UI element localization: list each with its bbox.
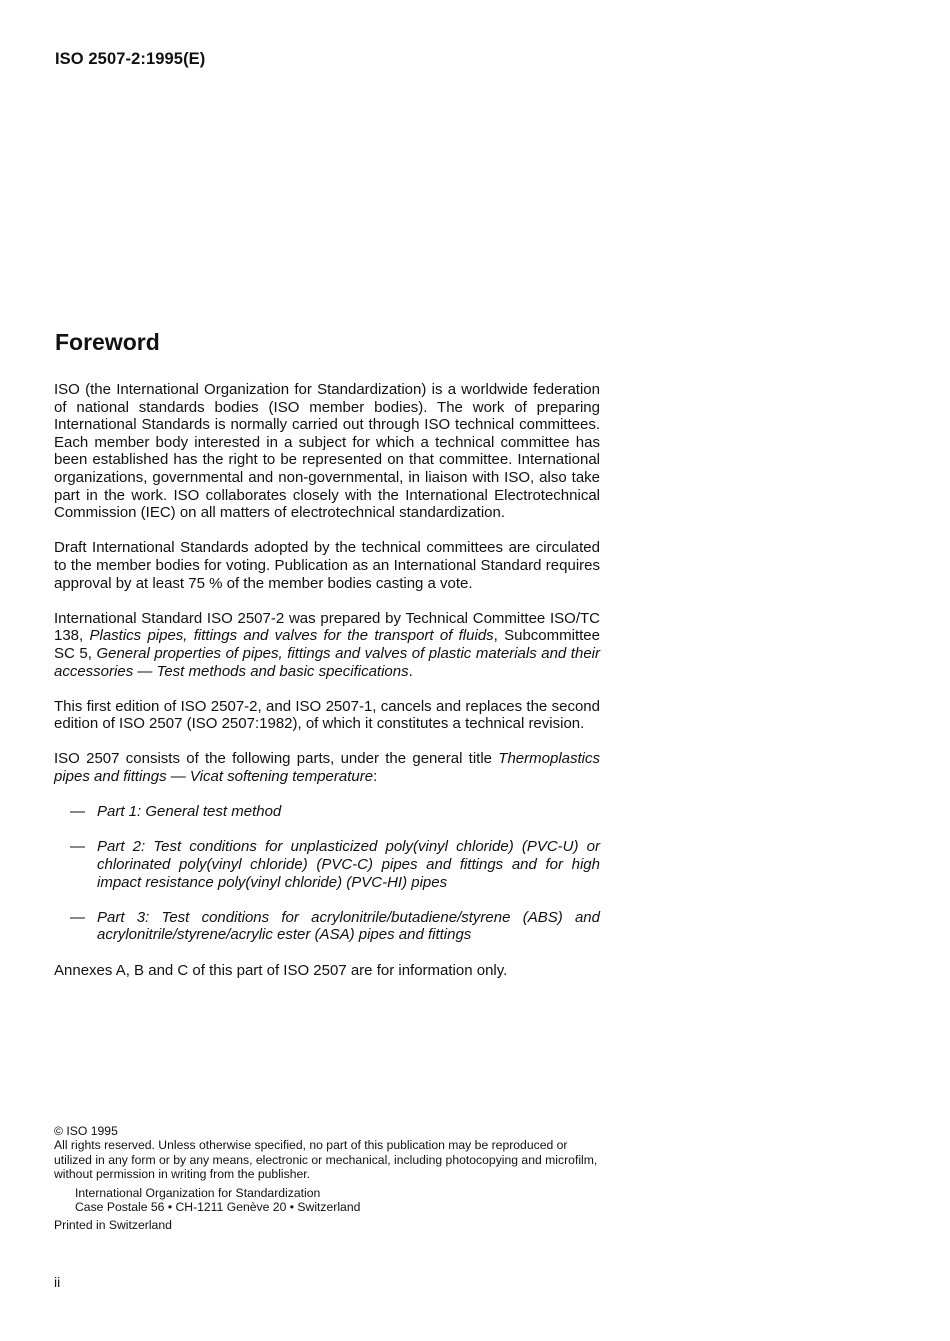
paragraph-iso-intro: ISO (the International Organization for Standardization) is a worldwide federation of national standards bodies (ISO member bodies). The work of preparing International Standards is normally carried out through ISO technical committees. Each member body interested in a subject for which a technical committee has been established has the right to be represented on that committee. International organizations, governmental and non-governmental, in liaison with ISO, also take part in the work. ISO collaborates closely with the International Electrotechnical Commission (IEC) on all matters of electrotechnical standardization.: [54, 381, 600, 522]
subcommittee-title: General properties of pipes, fittings and valves of plastic materials and their accessories — Test methods and basic specifications: [54, 644, 600, 680]
text-segment: ISO 2507 consists of the following parts, under the general title: [54, 750, 499, 768]
dash-bullet: —: [70, 838, 85, 856]
copyright-line: © ISO 1995: [54, 1124, 118, 1138]
dash-bullet: —: [70, 908, 85, 926]
printed-in: Printed in Switzerland: [54, 1218, 172, 1233]
parts-list: [54, 803, 600, 944]
text-segment: .: [408, 662, 413, 680]
publisher-address: Case Postale 56 • CH-1211 Genève 20 • Switzerland: [75, 1200, 361, 1215]
dash-bullet: —: [70, 803, 85, 821]
paragraph-annexes: Annexes A, B and C of this part of ISO 2507 are for information only.: [54, 961, 508, 979]
paragraph-prepared-by: [54, 610, 600, 680]
text-segment: , Subcommittee SC 5,: [54, 627, 600, 662]
paragraph-parts-intro: [54, 750, 600, 785]
document-header-id: ISO 2507-2:1995(E): [55, 50, 206, 68]
part-text: Part 2: Test conditions for unplasticized poly(vinyl chloride) (PVC-U) or chlorinated poly(vinyl chloride) (PVC-C) pipes and fittings and for high impact resistance poly(vinyl chloride) (PVC-HI) pipes: [97, 838, 600, 891]
part-text: Part 1: General test method: [97, 803, 282, 821]
paragraph-edition: This first edition of ISO 2507-2, and ISO 2507-1, cancels and replaces the second edition of ISO 2507 (ISO 2507:1982), of which it constitutes a technical revision.: [54, 697, 600, 733]
part-text: Part 3: Test conditions for acrylonitrile/butadiene/styrene (ABS) and acrylonitrile/styrene/acrylic ester (ASA) pipes and fittings: [97, 908, 600, 944]
paragraph-draft-standards: Draft International Standards adopted by the technical committees are circulated to the member bodies for voting. Publication as an International Standard requires approval by at least 75 % of the member bodies casting a vote.: [54, 539, 600, 592]
rights-statement: All rights reserved. Unless otherwise specified, no part of this publication may be reproduced or utilized in any form or by any means, electronic or mechanical, including photocopying and microfilm, without permission in writing from the publisher.: [54, 1138, 598, 1182]
publisher-org: International Organization for Standardization: [75, 1185, 321, 1200]
text-segment: International Standard ISO 2507-2 was prepared by Technical Committee ISO/TC 138,: [54, 609, 600, 645]
list-item: [54, 838, 600, 891]
copyright-block: [54, 1124, 602, 1233]
general-title: Thermoplastics pipes and fittings — Vicat softening temperature: [54, 750, 600, 786]
committee-title: Plastics pipes, fittings and valves for the transport of fluids: [89, 627, 494, 645]
page-title: Foreword: [55, 329, 160, 355]
foreword-body: [54, 381, 600, 997]
list-item: [54, 803, 600, 821]
text-segment: :: [373, 768, 378, 786]
page-number: ii: [54, 1274, 61, 1290]
list-item: [54, 909, 600, 944]
